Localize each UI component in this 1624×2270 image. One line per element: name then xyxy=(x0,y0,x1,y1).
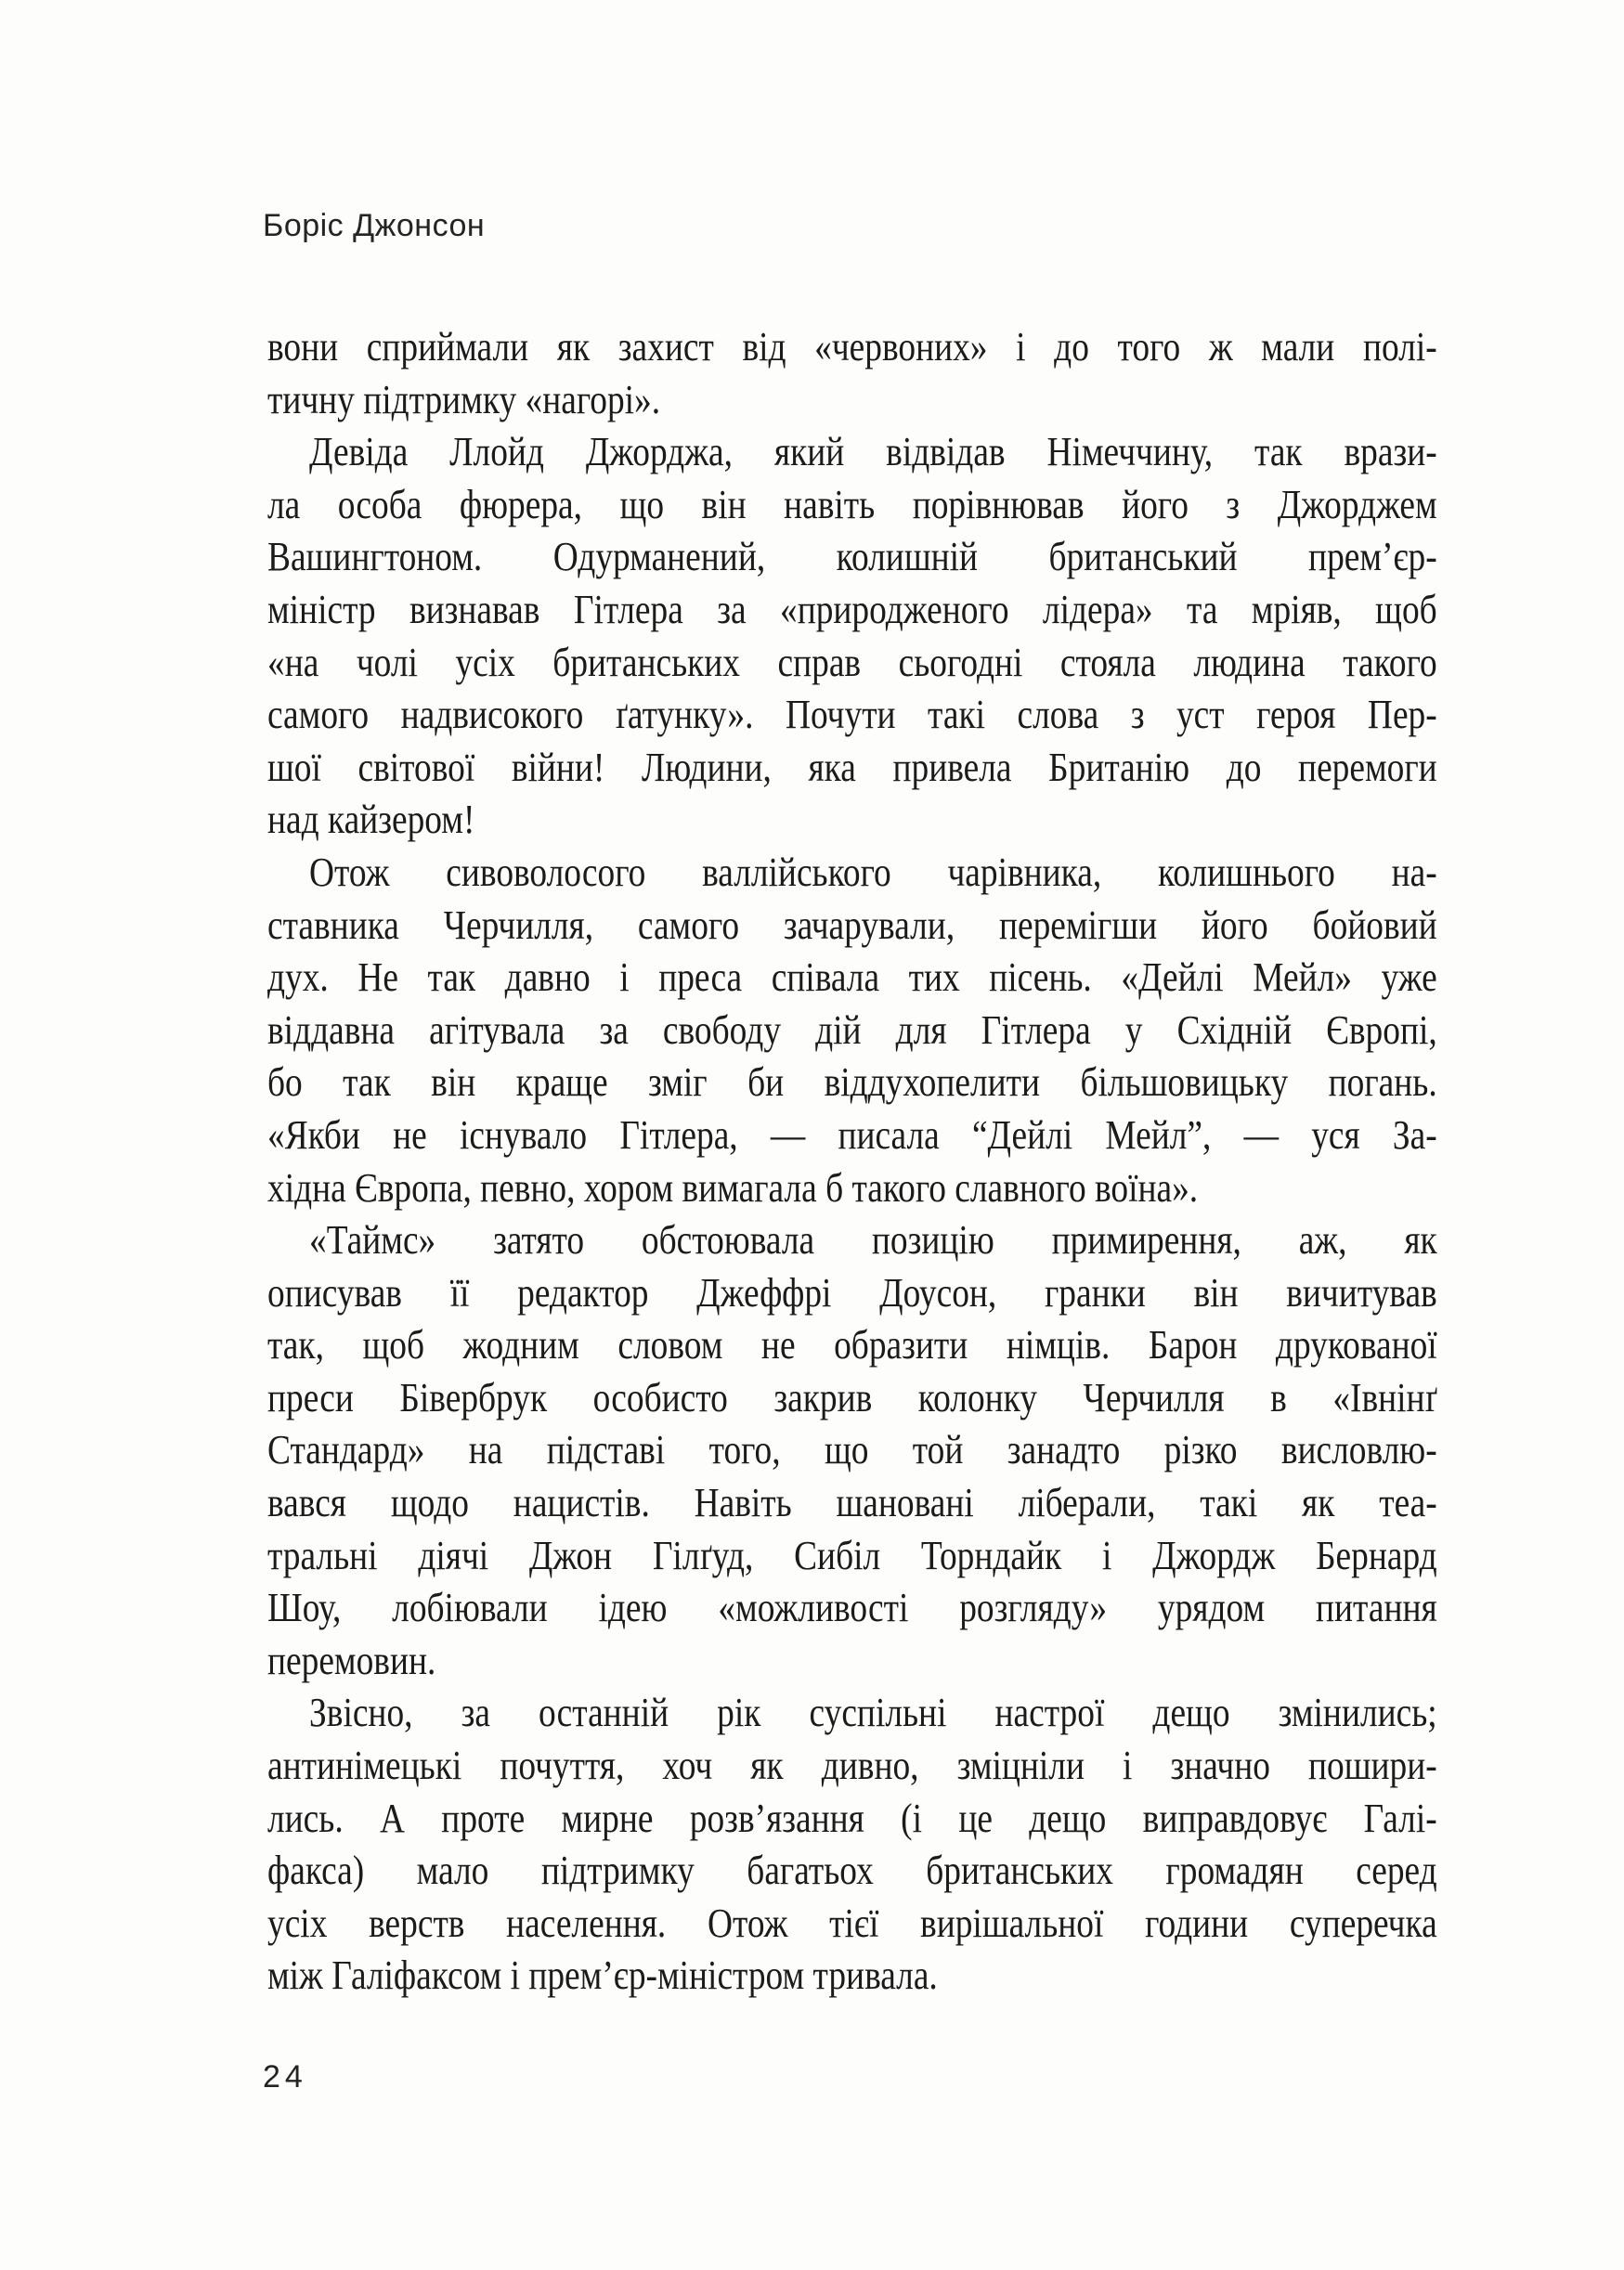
paragraph xyxy=(267,321,1437,426)
text-line: факса) мало підтримку багатьох британських громадян серед xyxy=(267,1848,1437,1894)
body-text xyxy=(267,321,1437,2003)
text-line: лись. А проте мирне розв’язання (і це дещо виправдовує Галі- xyxy=(267,1795,1437,1841)
text-line: бо так він краще зміг би віддухопелити більшовицьку погань. xyxy=(267,1059,1437,1106)
text-line: ла особа фюрера, що він навіть порівнював його з Джорджем xyxy=(267,481,1437,527)
text-line: вався щодо нацистів. Навіть шановані ліберали, такі як теа- xyxy=(267,1480,1437,1526)
text-line: «на чолі усіх британських справ сьогодні стояла людина такого xyxy=(267,639,1437,685)
paragraph xyxy=(267,1214,1437,1687)
text-line: Звісно, за останній рік суспільні настрої дещо змінились; xyxy=(309,1690,1437,1736)
text-line: Шоу, лобіювали ідею «можливості розгляду» урядом питання xyxy=(267,1585,1437,1631)
text-line: Отож сивоволосого валлійського чарівника, колишнього на- xyxy=(309,849,1437,895)
running-header: Боріс Джонсон xyxy=(263,208,486,243)
text-line: Девіда Ллойд Джорджа, який відвідав Німеччину, так врази- xyxy=(309,429,1437,475)
text-line: антинімецькі почуття, хоч як дивно, зміцніли і значно пошири- xyxy=(267,1743,1437,1789)
text-line: над кайзером! xyxy=(267,797,475,843)
text-line: «Якби не існувало Гітлера, — писала “Дейлі Мейл”, — уся За- xyxy=(267,1111,1437,1158)
paragraph xyxy=(267,426,1437,847)
text-line: хідна Європа, певно, хором вимагала б такого славного воїна». xyxy=(267,1164,1199,1211)
text-line: описував її редактор Джеффрі Доусон, гранки він вичитував xyxy=(267,1269,1437,1316)
text-line: шої світової війни! Людини, яка привела Британію до перемоги xyxy=(267,744,1437,790)
text-line: перемовин. xyxy=(267,1637,436,1683)
text-line: вони сприймали як захист від «червоних» і до того ж мали полі- xyxy=(267,324,1437,370)
text-line: самого надвисокого ґатунку». Почути такі слова з уст героя Пер- xyxy=(267,692,1437,738)
text-line: «Таймс» затято обстоювала позицію примирення, аж, як xyxy=(309,1217,1437,1264)
text-line: усіх верств населення. Отож тієї вирішальної години суперечка xyxy=(267,1900,1437,1946)
page-number: 24 xyxy=(263,2059,307,2095)
text-line: Вашингтоном. Одурманений, колишній британський прем’єр- xyxy=(267,534,1437,580)
text-line: тральні діячі Джон Гілґуд, Сибіл Торндайк і Джордж Бернард xyxy=(267,1532,1437,1578)
text-line: тичну підтримку «нагорі». xyxy=(267,376,661,422)
text-line: преси Бівербрук особисто закрив колонку Черчилля в «Івнінґ xyxy=(267,1374,1437,1420)
text-line: так, щоб жодним словом не образити німців. Барон друкованої xyxy=(267,1322,1437,1368)
text-line: міністр визнавав Гітлера за «природженого лідера» та мріяв, щоб xyxy=(267,586,1437,632)
text-line: між Галіфаксом і прем’єр-міністром тривала. xyxy=(267,1952,938,1999)
text-line: дух. Не так давно і преса співала тих пісень. «Дейлі Мейл» уже xyxy=(267,954,1437,1001)
text-line: Стандард» на підставі того, що той занадто різко висловлю- xyxy=(267,1427,1437,1473)
text-line: віддавна агітувала за свободу дій для Гітлера у Східній Європі, xyxy=(267,1006,1437,1053)
text-line: ставника Черчилля, самого зачарували, перемігши його бойовий xyxy=(267,902,1437,948)
paragraph xyxy=(267,1687,1437,2003)
paragraph xyxy=(267,847,1437,1214)
